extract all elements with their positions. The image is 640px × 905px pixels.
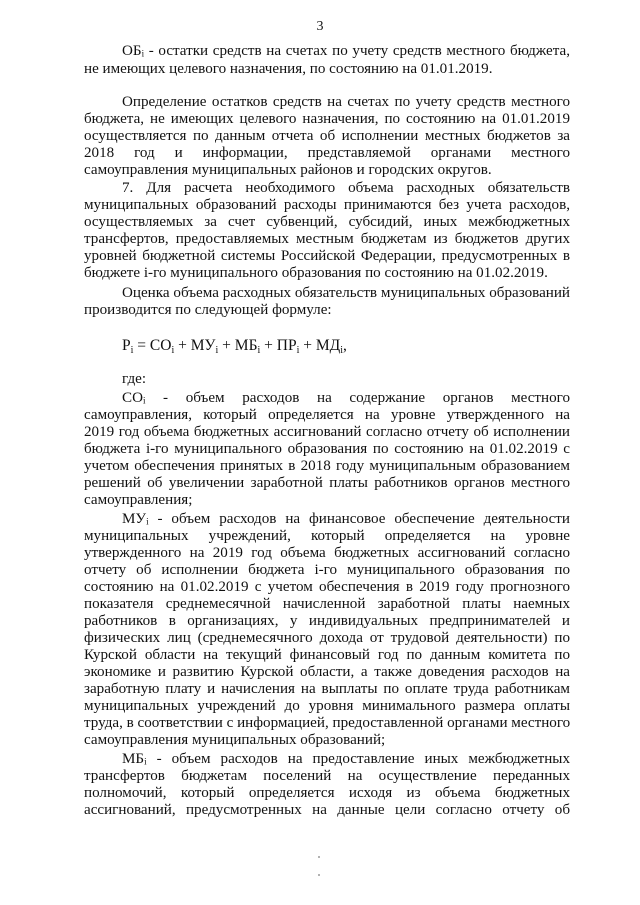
text-line: Определение остатков средств на счетах по учету средств местного xyxy=(122,94,570,110)
text-line: показателя среднемесячной начисленной заработной платы наемных xyxy=(84,596,570,612)
formula-term-sub: i xyxy=(257,345,261,356)
formula-term-sub: i xyxy=(215,345,219,356)
text-line: самоуправления, который определяется на уровне утвержденного на xyxy=(84,407,570,423)
formula-plus: + xyxy=(218,337,235,354)
formula-term: СО xyxy=(149,337,172,354)
formula-terms xyxy=(150,337,343,354)
text-line: 2018 год и информации, представляемой органами местного xyxy=(84,145,570,161)
formula-term: ПР xyxy=(276,337,297,354)
text-line: экономике и развитию Курской области, а также доведения расходов на xyxy=(84,664,570,680)
text-line: бюджета, не имеющих целевого назначения, по состоянию на 01.01.2019 xyxy=(84,111,570,127)
text-line: отчету об исполнении бюджета i-го муниципального образования по xyxy=(84,562,570,578)
text-line: самоуправления муниципальных районов и городских округов. xyxy=(84,162,492,178)
text-line: заработную плату и начисления на выплаты по оплате труда работникам xyxy=(84,681,570,697)
formula-lhs-sub: i xyxy=(130,345,134,356)
text-line: самоуправления; xyxy=(84,492,193,508)
text-line: решений об увеличении заработной платы работников органов местного xyxy=(84,475,570,491)
text-line: утвержденного на 2019 год объема бюджетных ассигнований согласно xyxy=(84,545,570,561)
text-line: СОᵢ - объем расходов на содержание органов местного xyxy=(122,390,570,406)
text-line: муниципальных образований расходы принимаются без учета расходов, xyxy=(84,197,570,213)
text-line: ассигнований, предусмотренных на данные цели согласно отчету об xyxy=(84,802,570,818)
formula-plus: + xyxy=(260,337,277,354)
formula-term: МД xyxy=(315,337,341,354)
text-line: трансфертов бюджетам поселений на осуществление переданных xyxy=(84,768,570,784)
text-line: производится по следующей формуле: xyxy=(84,302,332,318)
formula-term-sub: i xyxy=(171,345,175,356)
text-line: не имеющих целевого назначения, по состоянию на 01.01.2019. xyxy=(84,61,493,77)
formula-term-sub: i xyxy=(296,345,300,356)
text-line: МУᵢ - объем расходов на финансовое обеспечение деятельности xyxy=(122,511,570,527)
text-line: учетом обеспечения принятых в 2018 году муниципальным образованием xyxy=(84,458,570,474)
formula-lhs: Р xyxy=(122,337,131,354)
text-line: осуществляется по данным отчета об исполнении местных бюджетов за xyxy=(84,128,570,144)
text-line: где: xyxy=(122,371,147,387)
text-line: состоянию на 01.02.2019 с учетом обеспечения в 2019 году прогнозного xyxy=(84,579,570,595)
text-line: трансфертов, предоставляемых местным бюджетам из бюджетов других xyxy=(84,231,570,247)
text-line: работников в организациях, у индивидуальных предпринимателей и xyxy=(84,613,570,629)
scan-speck xyxy=(318,874,320,876)
text-line: бюджета i-го муниципального образования по состоянию на 01.02.2019 с xyxy=(84,441,570,457)
text-line: труда, в соответствии с информацией, предоставленной органами местного xyxy=(84,715,571,731)
page-number: 3 xyxy=(316,19,324,34)
text-line: Оценка объема расходных обязательств муниципальных образований xyxy=(122,285,570,301)
text-line: самоуправления муниципальных образований; xyxy=(84,732,386,748)
text-line: уровней бюджетной системы Российской Федерации, предусмотренных в xyxy=(84,248,570,264)
formula-term: МБ xyxy=(234,337,258,354)
text-line: 7. Для расчета необходимого объема расходных обязательств xyxy=(122,180,570,196)
text-line: полномочий, который определяется исходя из объема бюджетных xyxy=(84,785,570,801)
formula-eq: = xyxy=(133,337,150,354)
text-line: муниципальных учреждений, который определяется на уровне xyxy=(84,528,570,544)
text-line: физических лиц (среднемесячного дохода от трудовой деятельности) по xyxy=(84,630,570,646)
text-line: осуществляемых за счет субвенций, субсидий, иных межбюджетных xyxy=(84,214,570,230)
scan-speck xyxy=(318,856,320,858)
formula-plus: + xyxy=(299,337,316,354)
formula-term-sub: i xyxy=(340,345,343,356)
text-line: ОБᵢ - остатки средств на счетах по учету средств местного бюджета, xyxy=(122,43,570,59)
formula-term: МУ xyxy=(190,337,216,354)
text-line: муниципальных учреждений до уровня минимального размера оплаты xyxy=(84,698,570,714)
formula-end: , xyxy=(343,337,347,354)
formula xyxy=(122,337,347,354)
text-line: МБᵢ - объем расходов на предоставление иных межбюджетных xyxy=(122,751,570,767)
formula-plus: + xyxy=(174,337,191,354)
text-line: Курской области на текущий финансовый год по данным комитета по xyxy=(84,647,570,663)
text-line: 2019 год объема бюджетных ассигнований согласно отчету об исполнении xyxy=(84,424,570,440)
text-line: бюджете i-го муниципального образования по состоянию на 01.02.2019. xyxy=(84,265,548,281)
